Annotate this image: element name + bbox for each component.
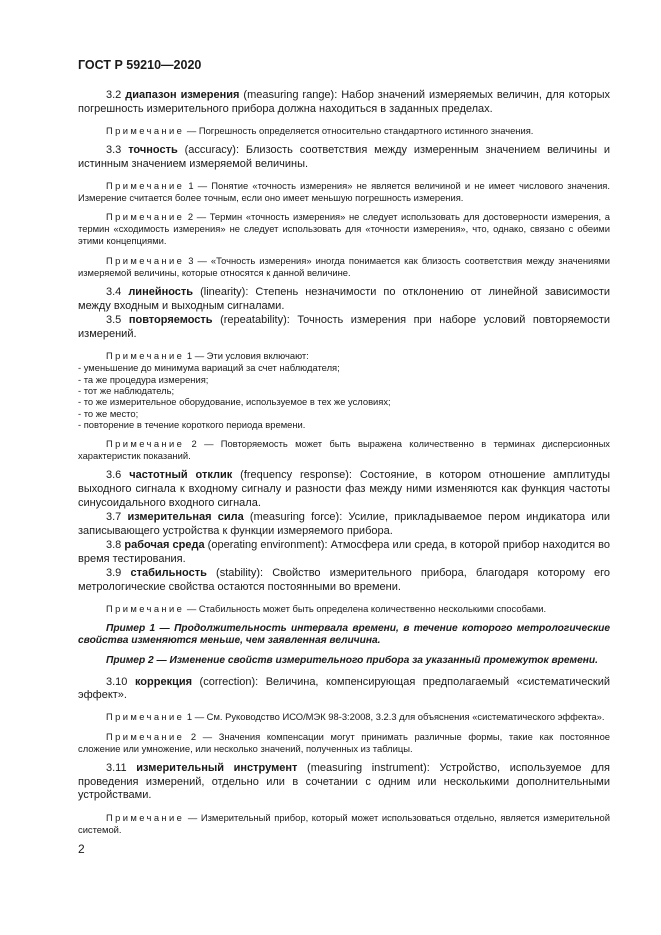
note-text: 1 — Эти условия включают:: [184, 350, 309, 362]
definition-text: (linearity): Степень незначимости по отклонению от линейной зависимости между входным и выходным сигналами.: [78, 286, 611, 312]
note-label: Примечание: [106, 124, 185, 136]
page-number: 2: [78, 842, 85, 856]
example-2: Пример 2 — Изменение свойств измерительного прибора за указанный промежуток времени.: [106, 655, 598, 667]
note-text: 2 — Повторяемость может быть выражена количественно в терминах дисперсионных характеристик показаний.: [78, 437, 610, 461]
definition-text: (accuracy): Близость соответствия между измеренным значением величины и истинным значением измеряемой величины.: [78, 144, 611, 170]
note-label: Примечание: [106, 711, 185, 723]
definition-text: (measuring force): Усилие, прикладываемое пером индикатора или записывающего устройства к функции измеряемого прибора.: [78, 511, 611, 537]
note-label: Примечание: [106, 211, 185, 223]
definition-text: (measuring range): Набор значений измеряемых величин, для которых погрешность измерительного прибора должна находиться в заданных пределах.: [78, 89, 611, 115]
note-label: Примечание: [106, 730, 185, 742]
note-3-3-3: [78, 255, 610, 279]
note-label: Примечание: [106, 254, 185, 266]
definition-3-7: [78, 511, 610, 538]
clause-number: 3.11: [106, 762, 127, 775]
term: стабильность: [130, 567, 207, 580]
definition-3-3: [78, 144, 610, 171]
note-head: [78, 350, 610, 362]
note-text: 2 — Значения компенсации могут принимать различные формы, такие как постоянное сложение или умножение, или несколько значений, полученных из таблицы.: [78, 730, 610, 754]
clause-number: 3.7: [106, 511, 122, 524]
term: повторяемость: [128, 314, 213, 327]
definition-3-10: [78, 676, 610, 703]
note-3-9: [78, 603, 610, 615]
note-3-3-1: [78, 180, 610, 204]
definition-3-6: [78, 469, 610, 510]
document-body: [78, 89, 610, 843]
note-3-3-2: [78, 211, 610, 247]
definition-text: (correction): Величина, компенсирующая предполагаемый «систематический эффект».: [78, 675, 610, 702]
note-text: — Погрешность определяется относительно стандартного истинного значения.: [184, 124, 534, 136]
definition-3-4: [78, 286, 610, 313]
clause-number: 3.10: [106, 675, 128, 688]
note-label: Примечание: [106, 811, 185, 823]
note-text: 2 — Термин «точность измерения» не следует использовать для достоверности измерения, а термин «сходимость измерения» не следует использовать для «точности измерения», что, однако, связано с обеими этими концепциями.: [78, 211, 610, 247]
term: точность: [128, 144, 178, 157]
definition-text: (operating environment): Атмосфера или среда, в которой прибор находится во время тестирования.: [78, 539, 610, 565]
definition-3-2: [78, 89, 610, 116]
definition-3-8: [78, 539, 610, 566]
note-text: 1 — Понятие «точность измерения» не является величиной и не имеет числового значения. Измерение считается более точным, если оно имеет меньшую погрешность измерения.: [78, 179, 610, 203]
term: коррекция: [134, 675, 193, 688]
document-header: ГОСТ Р 59210—2020: [78, 58, 202, 72]
note-label: Примечание: [106, 603, 185, 615]
definition-text: (repeatability): Точность измерения при наборе условий повторяемости измерений.: [78, 314, 611, 340]
clause-number: 3.2: [106, 89, 122, 101]
list-item: - то же место;: [78, 407, 139, 419]
term: измерительный инструмент: [136, 762, 298, 775]
definition-3-11: [78, 762, 610, 803]
definition-3-9: [78, 567, 610, 594]
clause-number: 3.9: [106, 567, 122, 580]
clause-number: 3.3: [106, 144, 122, 157]
note-text: 1 — См. Руководство ИСО/МЭК 98-3:2008, 3.2.3 для объяснения «систематического эффекта».: [184, 711, 605, 723]
term: линейность: [128, 286, 194, 299]
clause-number: 3.4: [106, 286, 122, 299]
note-label: Примечание: [106, 350, 185, 362]
list-item: - повторение в течение короткого периода времени.: [78, 419, 306, 431]
note-3-10-2: [78, 731, 610, 755]
note-text: — Стабильность может быть определена количественно несколькими способами.: [184, 603, 547, 615]
note-3-5-2: [78, 438, 610, 462]
note-label: Примечание: [106, 437, 185, 449]
note-3-11: [78, 812, 610, 836]
definition-text: (frequency response): Состояние, в котором отношение амплитуды выходного сигнала к входному сигналу и разности фаз между ними изменяются как функция частоты синусоидального входного сигнала.: [78, 469, 611, 509]
example-1: Пример 1 — Продолжительность интервала времени, в течение которого метрологические свойства изменяются меньше, чем заявленная величина.: [78, 622, 610, 647]
term: измерительная сила: [127, 511, 244, 524]
note-3-2: [78, 125, 610, 137]
list-item: - та же процедура измерения;: [78, 373, 209, 385]
note-text: — Измерительный прибор, который может использоваться отдельно, является измерительной системой.: [78, 811, 610, 835]
clause-number: 3.8: [106, 539, 122, 552]
term: диапазон измерения: [125, 89, 240, 101]
clause-number: 3.5: [106, 314, 122, 327]
note-3-5-1: [78, 350, 610, 430]
list-item: - уменьшение до минимума вариаций за счет наблюдателя;: [78, 362, 340, 374]
note-label: Примечание: [106, 179, 185, 191]
list-item: - то же измерительное оборудование, используемое в тех же условиях;: [78, 396, 391, 408]
definition-text: (measuring instrument): Устройство, используемое для проведения измерений, отдельно или в сочетании с одним или несколькими дополнительными устройствами.: [78, 762, 610, 802]
definition-text: (stability): Свойство измерительного прибора, благодаря которому его метрологические свойства остаются постоянными во времени.: [78, 567, 610, 594]
term: частотный отклик: [129, 469, 233, 482]
note-text: 3 — «Точность измерения» иногда понимается как близость соответствия между значениями измеряемой величины, которые относятся к данной величине.: [78, 254, 610, 278]
list-item: - тот же наблюдатель;: [78, 384, 175, 396]
definition-3-5: [78, 314, 610, 341]
clause-number: 3.6: [106, 469, 122, 482]
term: рабочая среда: [124, 539, 205, 552]
note-3-10-1: [78, 711, 610, 723]
